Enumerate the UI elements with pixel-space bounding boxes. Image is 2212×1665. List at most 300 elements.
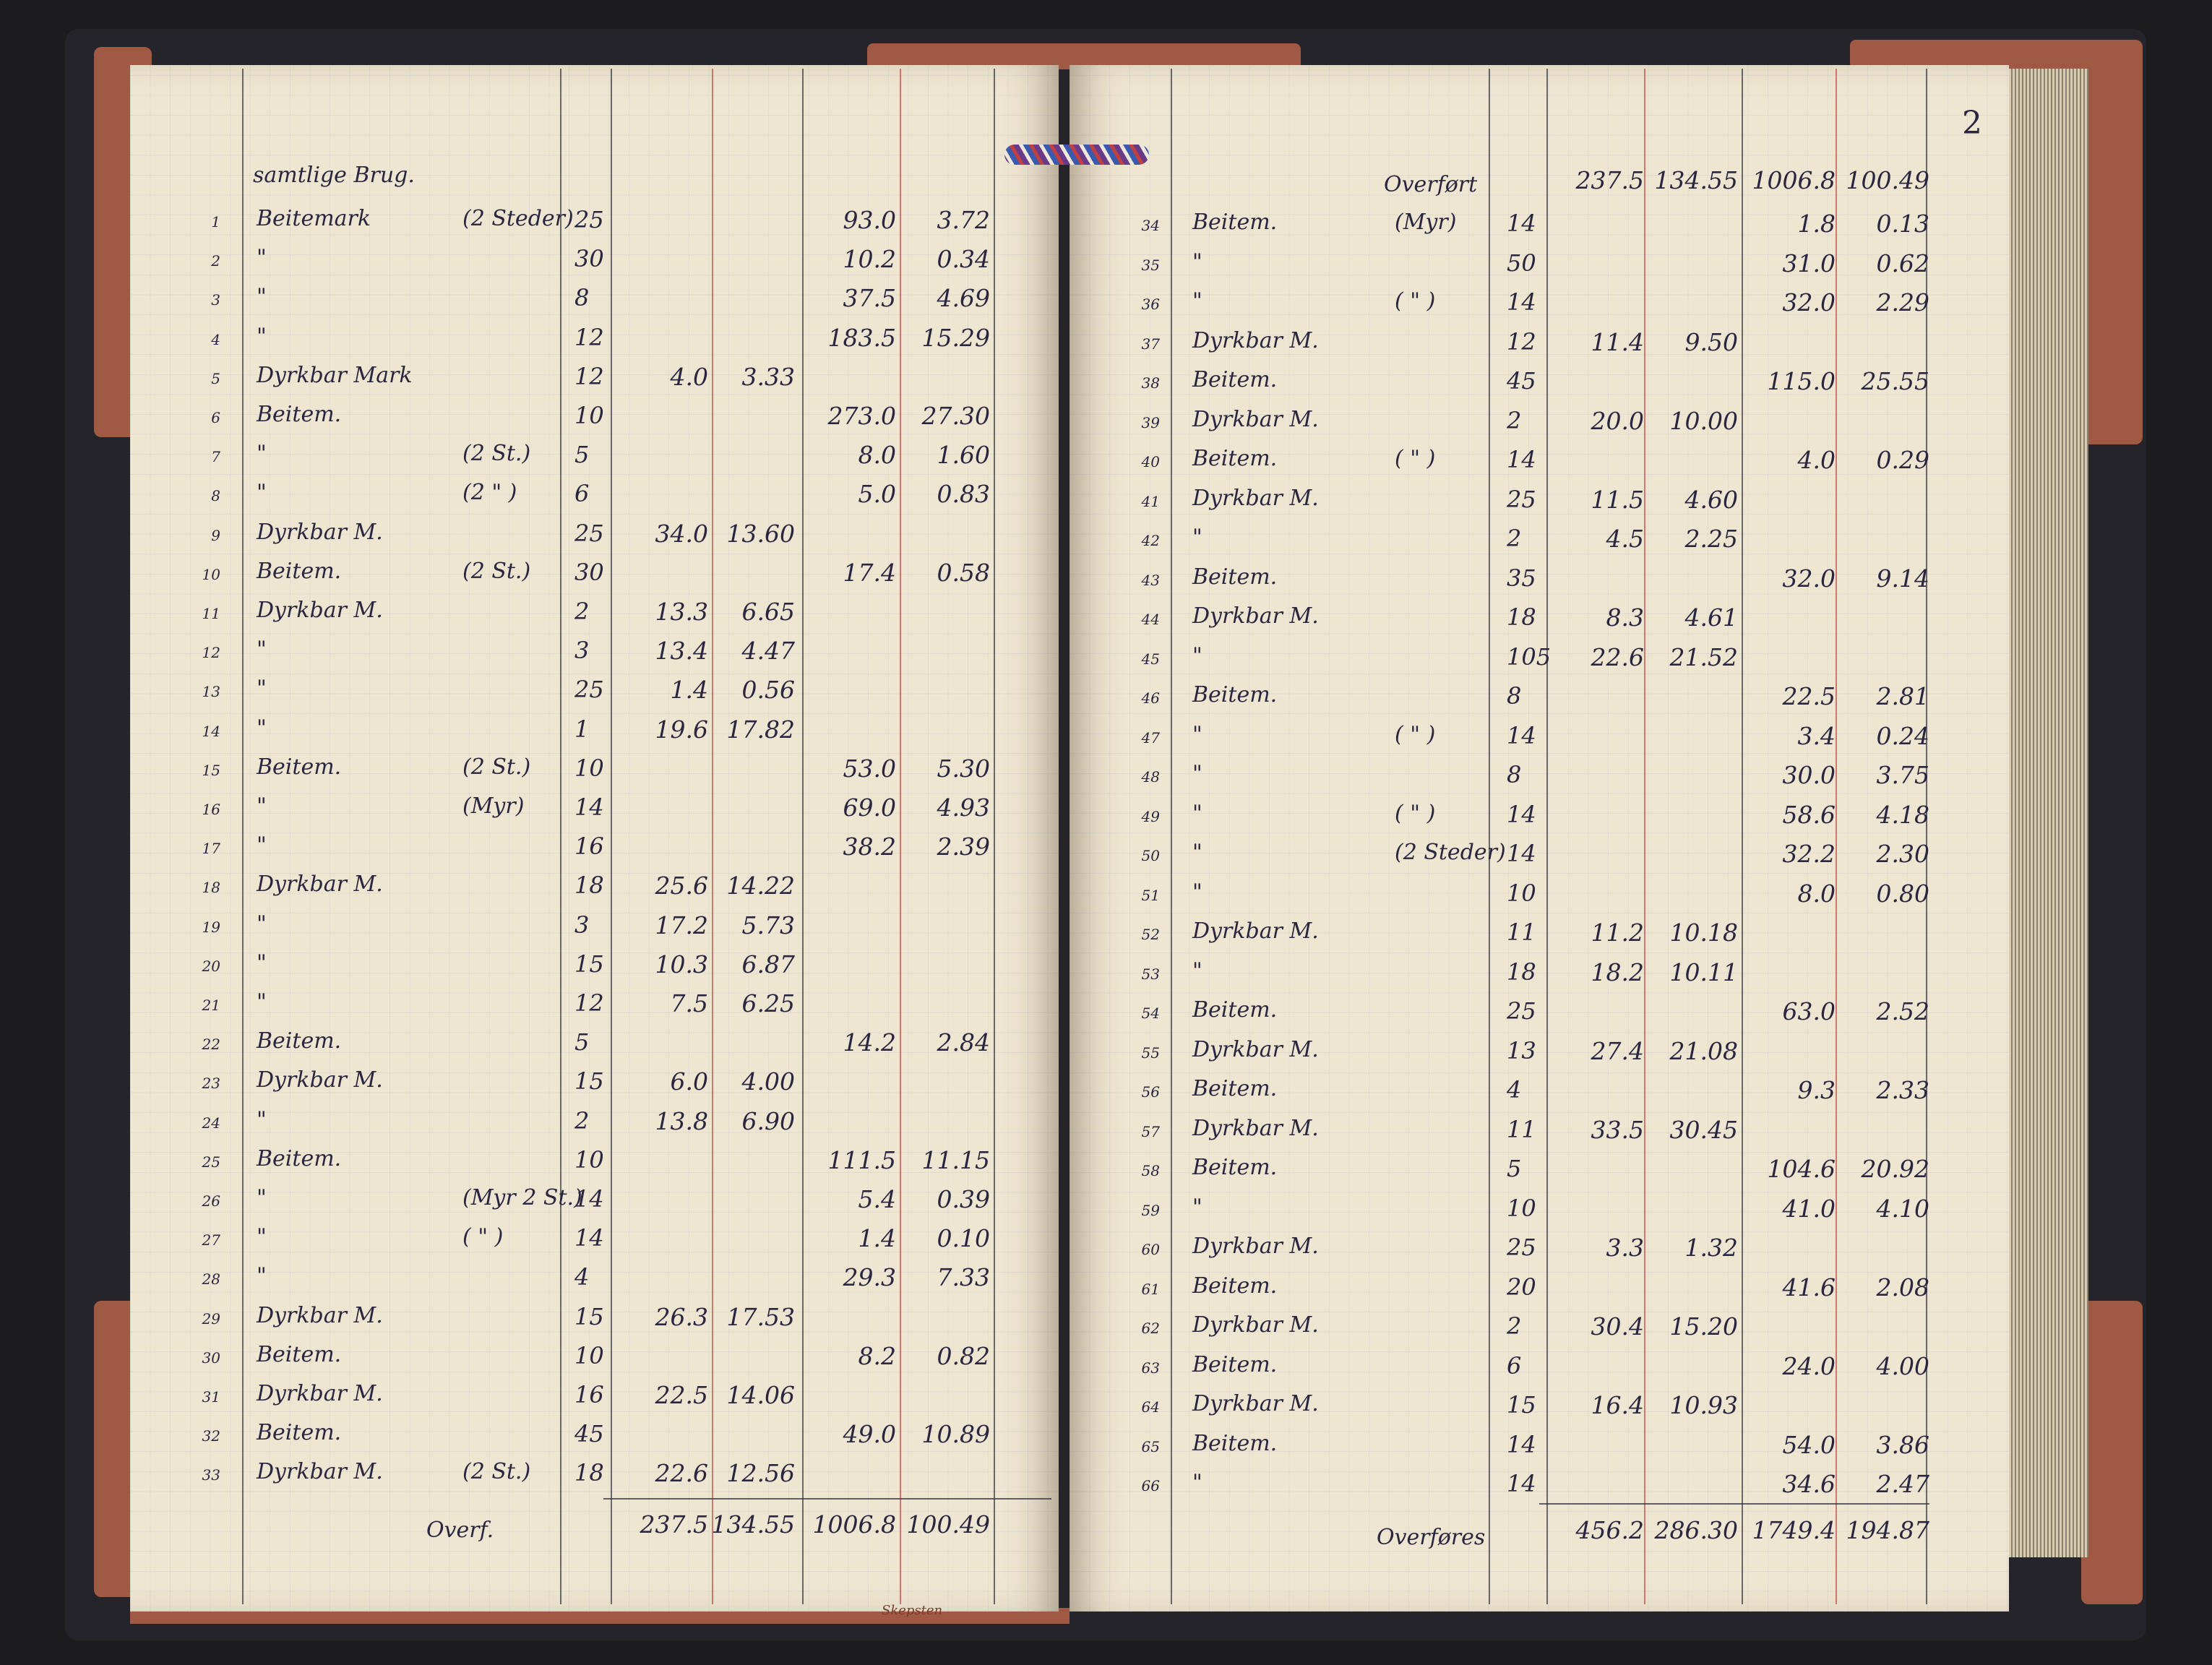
land-type: " — [257, 637, 267, 663]
row-note: (Myr 2 St.) — [462, 1185, 582, 1210]
corner-top-right — [2081, 40, 2143, 444]
row-number: 41 — [1141, 492, 1160, 510]
value-b: 21.08 — [1669, 1036, 1738, 1065]
value-d: 2.81 — [1876, 682, 1929, 710]
rule — [802, 69, 804, 1604]
total-rule — [1539, 1503, 1929, 1505]
area-value: 25 — [574, 676, 604, 704]
row-note: ( " ) — [1395, 288, 1436, 314]
value-c: 32.2 — [1782, 840, 1836, 868]
carried-d: 100.49 — [1846, 166, 1929, 194]
value-b: 0.56 — [741, 676, 795, 705]
row-number: 18 — [202, 879, 220, 897]
area-value: 8 — [1507, 682, 1522, 710]
value-d: 3.75 — [1876, 761, 1929, 789]
land-type: Dyrkbar M. — [257, 1067, 383, 1093]
area-value: 14 — [574, 1224, 604, 1252]
value-a: 30.4 — [1591, 1312, 1644, 1341]
land-type: " — [257, 323, 267, 349]
row-number: 57 — [1141, 1122, 1160, 1140]
land-type: Dyrkbar M. — [1192, 1115, 1319, 1141]
value-d: 2.39 — [937, 832, 990, 861]
value-d: 3.72 — [937, 206, 990, 234]
value-d: 2.52 — [1876, 997, 1929, 1025]
area-value: 2 — [574, 1106, 590, 1135]
row-number: 32 — [202, 1427, 220, 1445]
area-value: 14 — [1507, 721, 1536, 749]
area-value: 25 — [1507, 1234, 1536, 1261]
land-type: Beitem. — [257, 1028, 342, 1054]
row-number: 33 — [202, 1466, 220, 1484]
row-number: 29 — [202, 1309, 220, 1328]
value-c: 24.0 — [1782, 1351, 1836, 1380]
land-type: " — [257, 793, 267, 819]
value-c: 9.3 — [1797, 1076, 1836, 1104]
value-c: 41.6 — [1782, 1273, 1836, 1302]
land-type: Beitem. — [1192, 210, 1278, 235]
rule — [1489, 69, 1490, 1604]
row-number: 63 — [1141, 1359, 1160, 1377]
row-number: 31 — [202, 1388, 220, 1406]
area-value: 50 — [1507, 249, 1536, 277]
row-number: 5 — [211, 369, 220, 387]
row-number: 53 — [1141, 965, 1160, 983]
area-value: 14 — [1507, 446, 1536, 473]
value-d: 3.86 — [1876, 1430, 1929, 1459]
land-type: " — [1192, 642, 1202, 668]
row-note: ( " ) — [462, 1224, 504, 1250]
land-type: " — [1192, 721, 1202, 747]
land-type: Dyrkbar M. — [1192, 485, 1319, 511]
row-number: 24 — [202, 1114, 220, 1132]
rule — [1836, 69, 1837, 1604]
row-number: 25 — [202, 1153, 220, 1171]
value-d: 0.34 — [937, 245, 990, 274]
land-type: " — [1192, 1194, 1202, 1220]
value-b: 17.82 — [726, 715, 795, 744]
row-number: 19 — [202, 918, 220, 936]
area-value: 13 — [1507, 1036, 1536, 1064]
land-type: " — [257, 1106, 267, 1132]
value-c: 4.0 — [1797, 446, 1836, 474]
total-c: 1749.4 — [1752, 1516, 1836, 1544]
value-b: 17.53 — [726, 1302, 795, 1331]
value-c: 63.0 — [1782, 997, 1836, 1025]
value-c: 1.4 — [858, 1224, 896, 1253]
value-a: 22.5 — [655, 1381, 708, 1409]
rule — [1546, 69, 1548, 1604]
area-value: 15 — [574, 950, 604, 978]
land-type: Beitem. — [257, 1145, 342, 1171]
land-type: Dyrkbar M. — [257, 598, 383, 623]
row-number: 6 — [211, 409, 220, 426]
land-type: " — [1192, 525, 1202, 550]
row-number: 65 — [1141, 1437, 1160, 1455]
page-edges — [2009, 69, 2088, 1557]
gutter-stamp: Skepsten — [882, 1603, 943, 1618]
land-type: Beitem. — [257, 754, 342, 780]
row-number: 61 — [1141, 1280, 1160, 1298]
area-value: 6 — [574, 480, 590, 508]
value-a: 18.2 — [1591, 958, 1644, 986]
value-c: 32.0 — [1782, 564, 1836, 593]
value-c: 104.6 — [1767, 1155, 1836, 1183]
area-value: 8 — [1507, 761, 1522, 788]
value-b: 14.22 — [726, 872, 795, 900]
value-a: 11.4 — [1591, 327, 1644, 356]
land-type: " — [257, 1224, 267, 1250]
area-value: 14 — [1507, 1430, 1536, 1458]
area-value: 14 — [1507, 800, 1536, 828]
area-value: 12 — [574, 323, 604, 351]
land-type: Beitem. — [1192, 367, 1278, 392]
row-number: 42 — [1141, 532, 1160, 549]
land-type: Dyrkbar M. — [1192, 1312, 1319, 1338]
value-a: 22.6 — [655, 1459, 708, 1488]
area-value: 3 — [574, 911, 590, 939]
row-number: 38 — [1141, 374, 1160, 392]
value-a: 20.0 — [1591, 406, 1644, 435]
rule — [1644, 69, 1645, 1604]
value-c: 53.0 — [843, 754, 896, 783]
value-c: 8.0 — [858, 441, 896, 470]
row-number: 15 — [202, 761, 220, 779]
value-a: 27.4 — [1591, 1036, 1644, 1065]
land-type: " — [257, 284, 267, 310]
value-b: 2.25 — [1684, 525, 1738, 553]
area-value: 18 — [574, 872, 604, 900]
area-value: 2 — [1507, 525, 1522, 552]
total-b: 286.30 — [1654, 1516, 1738, 1544]
land-type: " — [1192, 958, 1202, 984]
area-value: 11 — [1507, 1115, 1536, 1143]
area-value: 12 — [1507, 327, 1536, 356]
area-value: 5 — [574, 1028, 590, 1057]
value-b: 5.73 — [741, 911, 795, 939]
area-value: 18 — [1507, 603, 1536, 631]
area-value: 18 — [574, 1459, 604, 1487]
value-d: 4.10 — [1876, 1194, 1929, 1223]
row-note: (2 Steder) — [1395, 840, 1506, 865]
land-type: Dyrkbar M. — [257, 519, 383, 545]
value-c: 69.0 — [843, 793, 896, 822]
land-type: " — [1192, 840, 1202, 865]
area-value: 12 — [574, 989, 604, 1017]
row-note: (2 St.) — [462, 1459, 531, 1485]
value-b: 4.61 — [1684, 603, 1738, 632]
value-c: 14.2 — [843, 1028, 896, 1057]
land-type: " — [1192, 879, 1202, 905]
value-b: 15.20 — [1669, 1312, 1738, 1341]
value-c: 54.0 — [1782, 1430, 1836, 1459]
row-note: (Myr) — [1395, 210, 1457, 235]
value-d: 4.00 — [1876, 1351, 1929, 1380]
row-number: 62 — [1141, 1320, 1160, 1337]
value-c: 183.5 — [827, 323, 896, 352]
land-type: " — [1192, 800, 1202, 826]
value-b: 1.32 — [1684, 1234, 1738, 1262]
total-rule — [603, 1498, 1051, 1500]
row-number: 59 — [1141, 1201, 1160, 1219]
land-type: Dyrkbar M. — [1192, 918, 1319, 944]
value-d: 11.15 — [921, 1145, 990, 1174]
row-number: 44 — [1141, 611, 1160, 628]
value-d: 20.92 — [1861, 1155, 1929, 1183]
area-value: 18 — [1507, 958, 1536, 986]
area-value: 30 — [574, 245, 604, 273]
row-number: 64 — [1141, 1398, 1160, 1416]
land-type: Dyrkbar M. — [1192, 1391, 1319, 1416]
value-a: 10.3 — [655, 950, 708, 978]
row-note: (Myr) — [462, 793, 525, 819]
land-type: Beitem. — [1192, 446, 1278, 471]
value-b: 10.11 — [1669, 958, 1738, 986]
row-number: 60 — [1141, 1241, 1160, 1258]
rule — [242, 69, 244, 1604]
land-type: " — [257, 715, 267, 741]
land-type: " — [257, 911, 267, 937]
value-a: 16.4 — [1591, 1391, 1644, 1419]
value-d: 2.84 — [937, 1028, 990, 1057]
row-number: 52 — [1141, 926, 1160, 943]
area-value: 3 — [574, 637, 590, 665]
value-c: 5.4 — [858, 1185, 896, 1213]
value-b: 30.45 — [1669, 1115, 1738, 1144]
value-a: 3.3 — [1606, 1234, 1644, 1262]
row-number: 51 — [1141, 886, 1160, 904]
row-number: 11 — [202, 605, 220, 622]
area-value: 16 — [574, 832, 604, 861]
area-value: 11 — [1507, 918, 1536, 946]
value-b: 4.47 — [741, 637, 795, 666]
row-number: 1 — [211, 213, 220, 231]
value-a: 6.0 — [670, 1067, 708, 1096]
corner-bottom-right — [2081, 1301, 2143, 1604]
value-d: 27.30 — [921, 402, 990, 430]
area-value: 14 — [1507, 288, 1536, 316]
land-type: Beitem. — [1192, 1430, 1278, 1456]
value-c: 49.0 — [843, 1420, 896, 1449]
area-value: 25 — [574, 519, 604, 547]
value-d: 2.30 — [1876, 840, 1929, 868]
value-b: 4.00 — [741, 1067, 795, 1096]
value-a: 1.4 — [670, 676, 708, 705]
land-type: Beitem. — [257, 558, 342, 584]
row-number: 3 — [211, 291, 220, 309]
value-c: 34.6 — [1782, 1470, 1836, 1498]
area-value: 35 — [1507, 564, 1536, 592]
value-d: 0.10 — [937, 1224, 990, 1253]
land-type: Dyrkbar M. — [257, 1302, 383, 1328]
row-number: 43 — [1141, 571, 1160, 589]
total-a: 237.5 — [640, 1510, 708, 1539]
row-note: (2 St.) — [462, 754, 531, 780]
area-value: 10 — [1507, 1194, 1536, 1222]
page-header: samtlige Brug. — [253, 163, 415, 188]
value-a: 25.6 — [655, 872, 708, 900]
total-b: 134.55 — [711, 1510, 795, 1539]
land-type: " — [257, 676, 267, 702]
land-type: " — [1192, 1470, 1202, 1495]
land-type: Dyrkbar M. — [1192, 1234, 1319, 1259]
value-a: 11.2 — [1591, 918, 1644, 947]
land-type: Beitem. — [1192, 1273, 1278, 1299]
row-note: ( " ) — [1395, 721, 1436, 747]
value-d: 7.33 — [937, 1263, 990, 1292]
value-c: 115.0 — [1767, 367, 1836, 395]
area-value: 4 — [1507, 1076, 1522, 1103]
row-number: 14 — [202, 722, 220, 740]
area-value: 25 — [1507, 997, 1536, 1025]
value-d: 5.30 — [937, 754, 990, 783]
area-value: 14 — [574, 793, 604, 821]
value-c: 93.0 — [843, 206, 896, 234]
area-value: 16 — [574, 1381, 604, 1408]
row-number: 12 — [202, 644, 220, 662]
carried-b: 134.55 — [1654, 166, 1738, 194]
value-d: 2.08 — [1876, 1273, 1929, 1302]
value-c: 3.4 — [1797, 721, 1836, 750]
area-value: 20 — [1507, 1273, 1536, 1301]
value-c: 22.5 — [1782, 682, 1836, 710]
value-c: 30.0 — [1782, 761, 1836, 789]
land-type: " — [257, 441, 267, 467]
row-number: 50 — [1141, 847, 1160, 864]
spine-top-right — [1850, 40, 2139, 69]
value-a: 13.8 — [655, 1106, 708, 1135]
total-c: 1006.8 — [812, 1510, 896, 1539]
row-number: 27 — [202, 1231, 220, 1249]
value-c: 29.3 — [843, 1263, 896, 1292]
land-type: " — [257, 989, 267, 1015]
value-a: 13.4 — [655, 637, 708, 666]
row-number: 10 — [202, 565, 220, 583]
value-d: 0.80 — [1876, 879, 1929, 908]
value-a: 8.3 — [1606, 603, 1644, 632]
value-b: 10.18 — [1669, 918, 1738, 947]
row-number: 2 — [211, 252, 220, 270]
area-value: 14 — [1507, 1470, 1536, 1497]
land-type: Beitem. — [257, 1420, 342, 1446]
value-b: 10.93 — [1669, 1391, 1738, 1419]
row-note: (2 St.) — [462, 441, 531, 467]
area-value: 25 — [1507, 485, 1536, 513]
row-number: 17 — [202, 840, 220, 858]
value-d: 25.55 — [1861, 367, 1929, 395]
row-note: (2 " ) — [462, 480, 517, 506]
row-note: (2 St.) — [462, 558, 531, 584]
land-type: Beitem. — [1192, 1076, 1278, 1101]
rule — [712, 69, 713, 1604]
value-a: 4.5 — [1606, 525, 1644, 553]
row-number: 54 — [1141, 1004, 1160, 1022]
land-type: Beitem. — [1192, 564, 1278, 590]
value-c: 273.0 — [827, 402, 896, 430]
value-d: 0.82 — [937, 1341, 990, 1370]
carried-label: Overf. — [426, 1518, 494, 1543]
area-value: 45 — [574, 1420, 604, 1448]
value-c: 58.6 — [1782, 800, 1836, 829]
value-c: 38.2 — [843, 832, 896, 861]
rule — [611, 69, 612, 1604]
value-d: 2.33 — [1876, 1076, 1929, 1104]
value-c: 31.0 — [1782, 249, 1836, 278]
carried-label: Overføres — [1377, 1525, 1486, 1550]
row-number: 30 — [202, 1348, 220, 1367]
land-type: Beitem. — [1192, 1155, 1278, 1180]
row-number: 23 — [202, 1075, 220, 1093]
rule — [1171, 69, 1172, 1604]
value-b: 13.60 — [726, 519, 795, 548]
value-b: 12.56 — [726, 1459, 795, 1488]
value-a: 26.3 — [655, 1302, 708, 1331]
value-c: 111.5 — [827, 1145, 896, 1174]
land-type: " — [1192, 288, 1202, 314]
area-value: 15 — [574, 1302, 604, 1330]
area-value: 4 — [574, 1263, 590, 1291]
land-type: " — [257, 950, 267, 976]
row-number: 58 — [1141, 1162, 1160, 1179]
value-a: 34.0 — [655, 519, 708, 548]
binding-thread — [1004, 145, 1149, 165]
area-value: 10 — [574, 402, 604, 429]
land-type: " — [257, 1263, 267, 1289]
value-d: 1.60 — [937, 441, 990, 470]
row-number: 4 — [211, 330, 220, 348]
rule — [1742, 69, 1743, 1604]
row-number: 8 — [211, 487, 220, 505]
area-value: 6 — [1507, 1351, 1522, 1380]
row-number: 37 — [1141, 335, 1160, 353]
area-value: 10 — [1507, 879, 1536, 907]
value-d: 4.18 — [1876, 800, 1929, 829]
row-number: 35 — [1141, 256, 1160, 274]
row-number: 13 — [202, 683, 220, 701]
value-b: 6.65 — [741, 598, 795, 626]
value-b: 9.50 — [1684, 327, 1738, 356]
value-d: 0.83 — [937, 480, 990, 509]
value-c: 41.0 — [1782, 1194, 1836, 1223]
land-type: Beitem. — [1192, 997, 1278, 1023]
area-value: 105 — [1507, 642, 1552, 671]
value-a: 33.5 — [1591, 1115, 1644, 1144]
land-type: Dyrkbar M. — [1192, 406, 1319, 432]
area-value: 14 — [1507, 210, 1536, 237]
value-a: 22.6 — [1591, 642, 1644, 671]
land-type: Dyrkbar M. — [257, 1459, 383, 1485]
value-d: 9.14 — [1876, 564, 1929, 593]
area-value: 15 — [1507, 1391, 1536, 1419]
value-a: 13.3 — [655, 598, 708, 626]
carried-label: Overført — [1384, 172, 1478, 197]
row-number: 56 — [1141, 1083, 1160, 1101]
value-d: 0.24 — [1876, 721, 1929, 750]
value-c: 37.5 — [843, 284, 896, 313]
row-number: 46 — [1141, 689, 1160, 707]
land-type: Beitem. — [257, 402, 342, 427]
row-number: 40 — [1141, 453, 1160, 470]
row-number: 47 — [1141, 728, 1160, 747]
row-number: 7 — [211, 448, 220, 466]
area-value: 8 — [574, 284, 590, 312]
row-number: 20 — [202, 957, 220, 975]
land-type: " — [1192, 249, 1202, 275]
land-type: " — [257, 480, 267, 506]
value-d: 4.93 — [937, 793, 990, 822]
row-number: 55 — [1141, 1044, 1160, 1062]
value-d: 4.69 — [937, 284, 990, 313]
total-a: 456.2 — [1575, 1516, 1644, 1544]
